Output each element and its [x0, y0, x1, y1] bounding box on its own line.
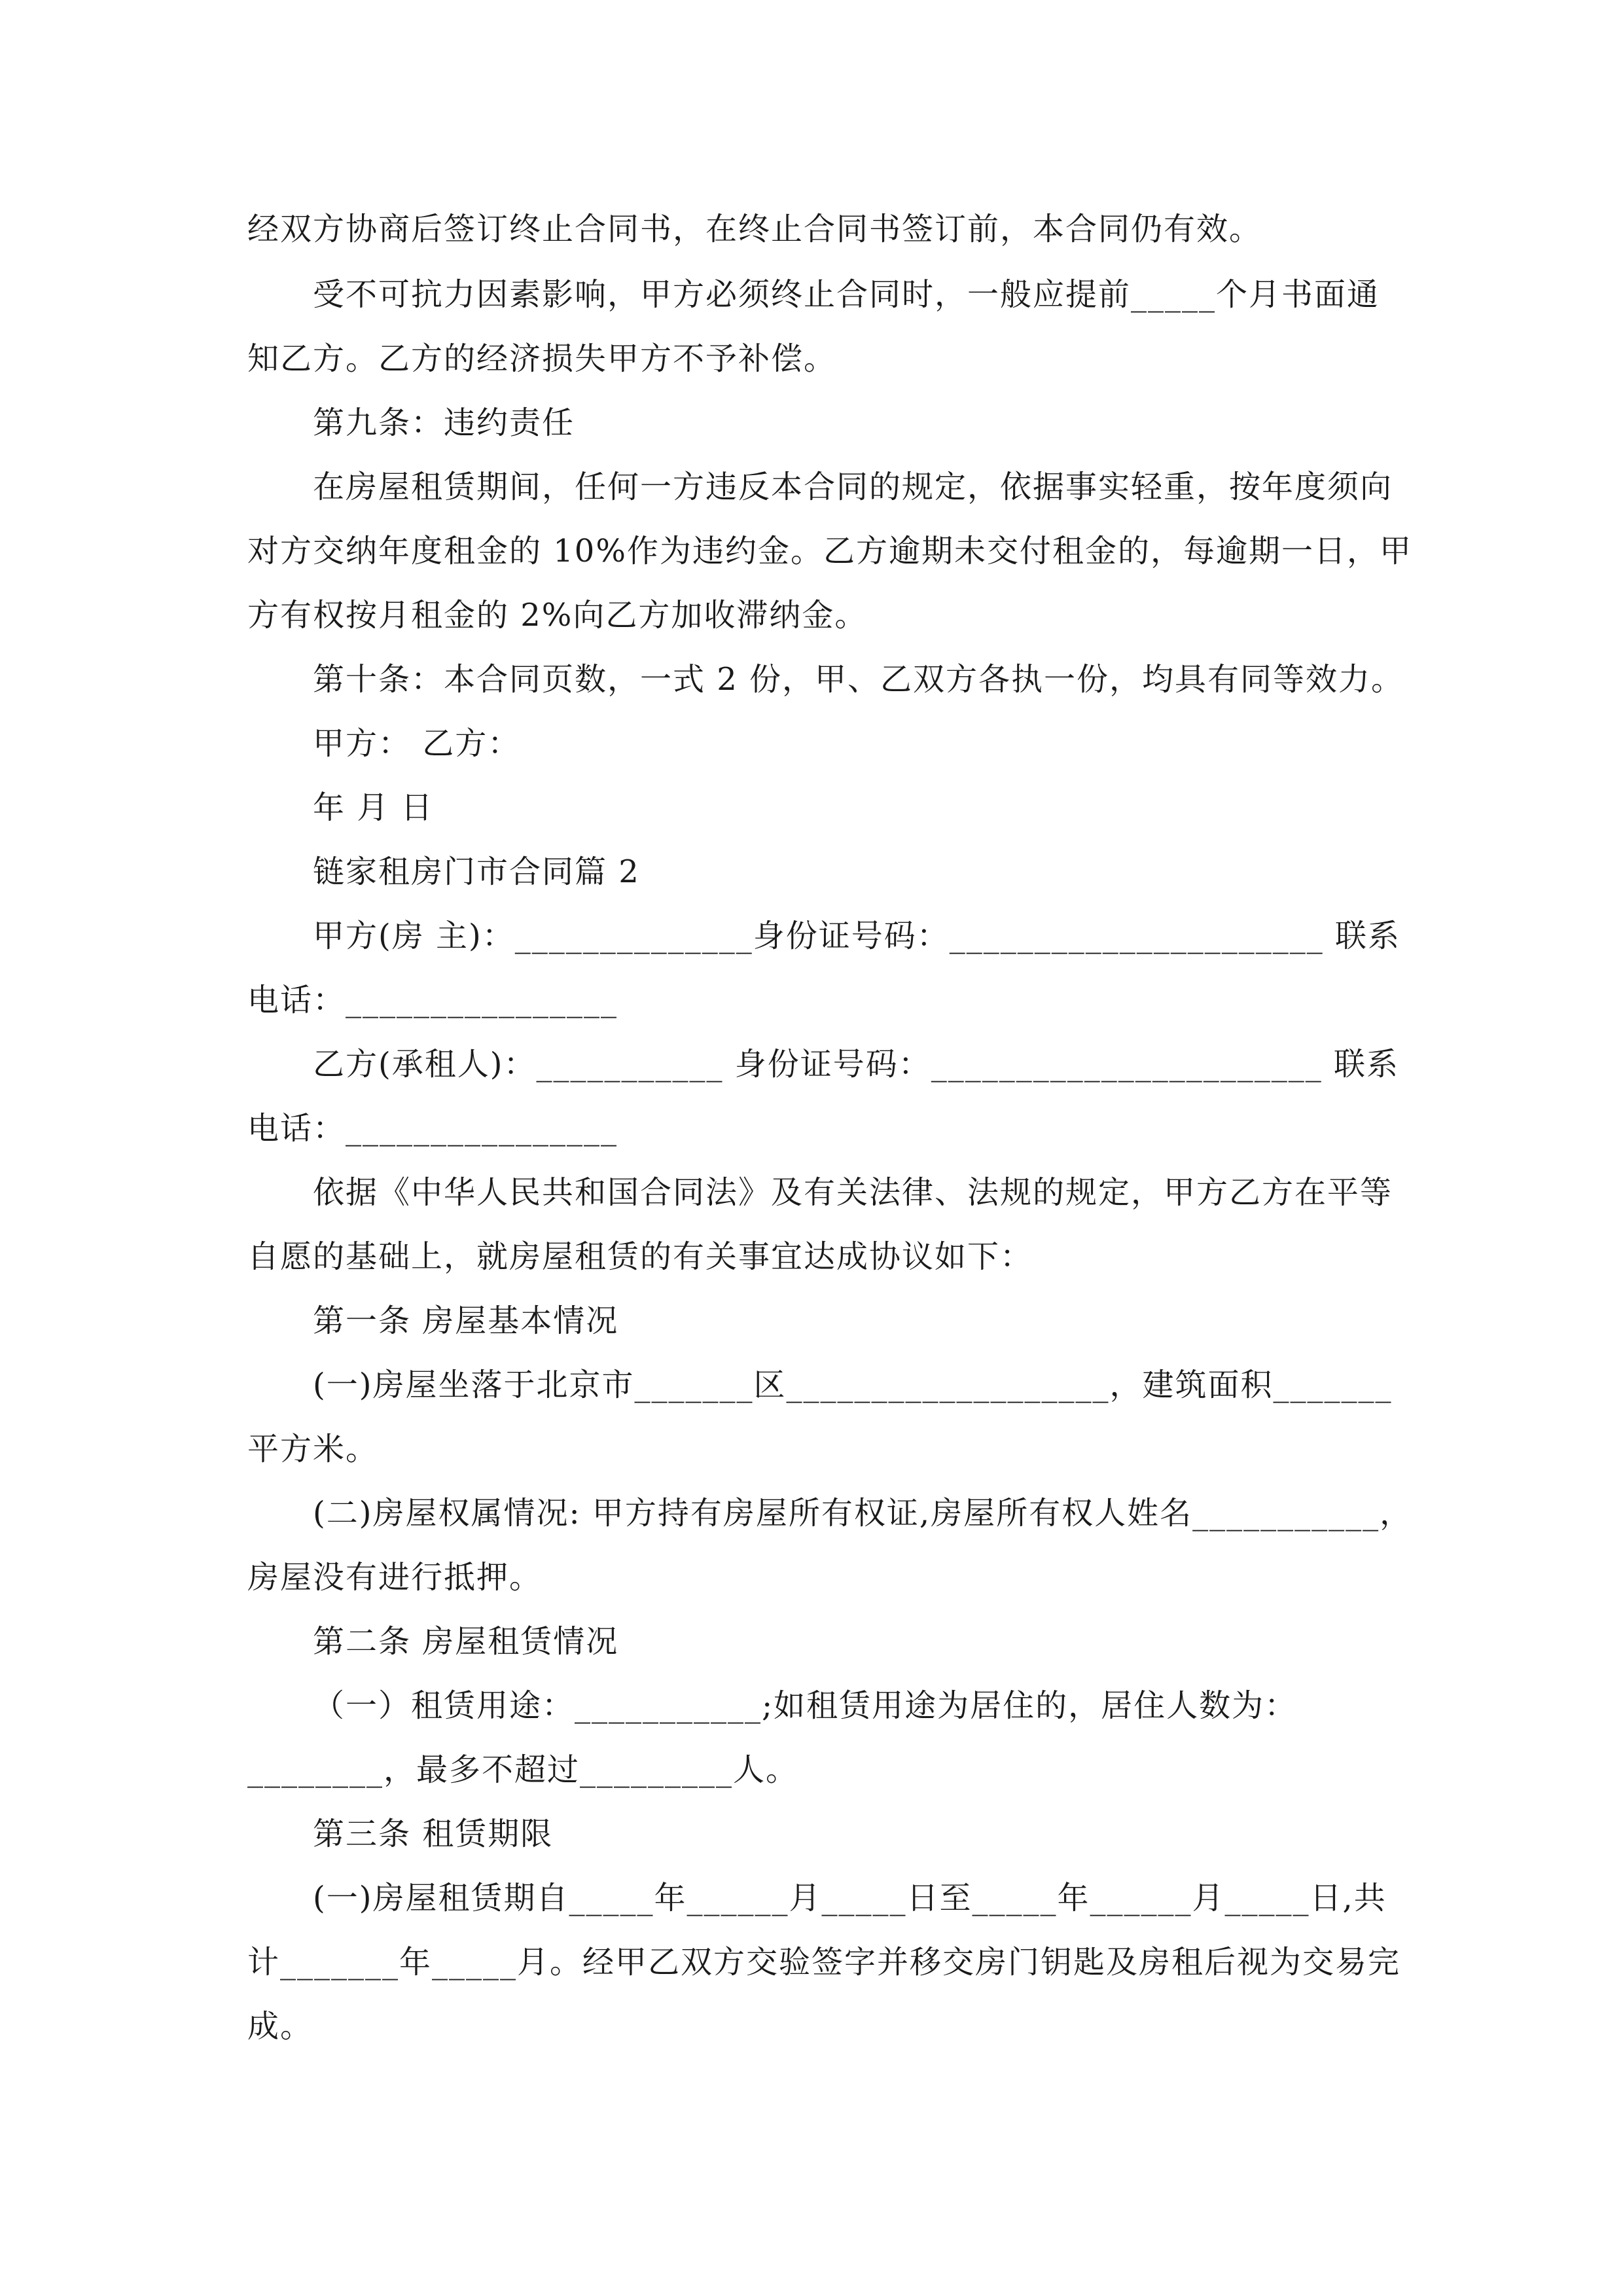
paragraph-line: ________，最多不超过_________人。 — [247, 1751, 799, 1788]
paragraph-line: 第十条：本合同页数，一式 2 份，甲、乙双方各执一份，均具有同等效力。 — [313, 661, 1404, 698]
paragraph-line: 依据《中华人民共和国合同法》及有关法律、法规的规定，甲方乙方在平等 — [313, 1174, 1393, 1211]
paragraph-line: (一)房屋租赁期自_____年______月_____日至_____年______月_____日,共 — [313, 1880, 1387, 1916]
date-line: 年 月 日 — [313, 789, 434, 826]
party-b-line: 乙方(承租人)：___________ 身份证号码：_______________________ 联系 — [313, 1046, 1399, 1083]
paragraph-line: 自愿的基础上，就房屋租赁的有关事宜达成协议如下： — [247, 1238, 1033, 1275]
paragraph-line: (一)房屋坐落于北京市_______区___________________，建筑面积_______ — [313, 1367, 1393, 1403]
paragraph-line: 平方米。 — [247, 1431, 379, 1467]
paragraph-line: 在房屋租赁期间，任何一方违反本合同的规定，依据事实轻重，按年度须向 — [313, 469, 1393, 505]
paragraph-line: 对方交纳年度租金的 10%作为违约金。乙方逾期未交付租金的，每逾期一日，甲 — [247, 533, 1412, 569]
party-b-phone: 电话：________________ — [247, 1110, 618, 1147]
section-heading: 第二条 房屋租赁情况 — [313, 1623, 619, 1660]
party-a-line: 甲方(房 主)：______________身份证号码：______________________ 联系 — [313, 918, 1400, 954]
signature-line: 甲方： 乙方： — [313, 725, 521, 762]
party-a-phone: 电话：________________ — [247, 982, 618, 1018]
paragraph-line: 知乙方。乙方的经济损失甲方不予补偿。 — [247, 340, 837, 377]
paragraph-line: （一）租赁用途：___________;如租赁用途为居住的，居住人数为： — [313, 1687, 1298, 1724]
section-heading: 第九条：违约责任 — [313, 404, 575, 441]
section-heading: 第一条 房屋基本情况 — [313, 1302, 619, 1339]
paragraph-line: 方有权按月租金的 2%向乙方加收滞纳金。 — [247, 597, 868, 634]
paragraph-line: 计_______年_____月。经甲乙双方交验签字并移交房门钥匙及房租后视为交易完 — [247, 1944, 1401, 1981]
paragraph-line: 成。 — [247, 2008, 313, 2045]
paragraph-line: 房屋没有进行抵押。 — [247, 1559, 543, 1596]
paragraph-line: (二)房屋权属情况: 甲方持有房屋所有权证,房屋所有权人姓名___________， — [313, 1495, 1413, 1532]
section-heading: 第三条 租赁期限 — [313, 1816, 554, 1852]
paragraph-line: 受不可抗力因素影响，甲方必须终止合同时，一般应提前_____个月书面通 — [313, 276, 1380, 313]
document-title: 链家租房门市合同篇 2 — [313, 853, 640, 890]
paragraph-line: 经双方协商后签订终止合同书，在终止合同书签订前，本合同仍有效。 — [247, 211, 1262, 247]
